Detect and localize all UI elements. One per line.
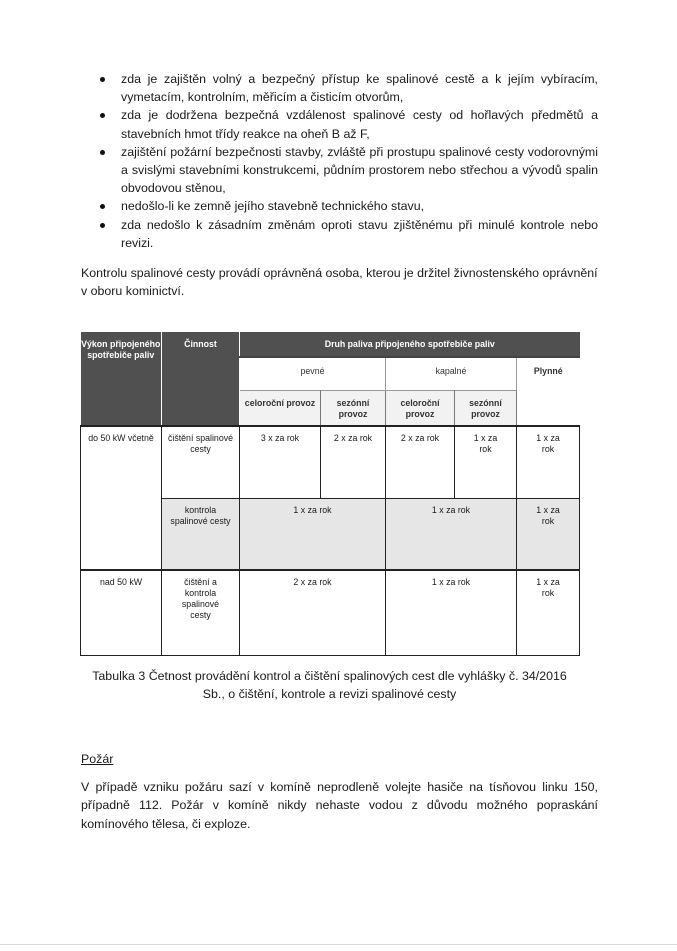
section-heading: Požár <box>81 752 114 766</box>
page-divider <box>0 944 677 945</box>
row2-cell: 1 x za rok <box>517 498 580 570</box>
row2-cell: 1 x za rok <box>386 498 517 570</box>
row1-cell: 2 x za rok <box>321 426 386 498</box>
list-item: zajištění požární bezpečnosti stavby, zvláště při prostupu spalinové cesty vodorovnými a svislými stavebními konstrukcemi, půdním prostorem nebo střechou a vývodů spalin obvodovou stěnou, <box>96 143 598 198</box>
header-celorocni-pevne: celoroční provoz <box>240 390 321 426</box>
row2-cell: 1 x za rok <box>240 498 386 570</box>
header-kapalne: kapalné <box>386 357 517 390</box>
paragraph-fire: V případě vzniku požáru sazí v komíně neprodleně volejte hasiče na tísňovou linku 150, případně 112. Požár v komíně nikdy nehaste vodou z důvodu možného popraskání komínového tělesa, či exploze. <box>81 780 598 831</box>
header-sezonni-kapalne: sezónní provoz <box>455 390 517 426</box>
bullet-icon <box>100 150 105 155</box>
frequency-table <box>80 332 580 656</box>
list-item: nedošlo-li ke zemně jejího stavebně technického stavu, <box>96 197 598 215</box>
row3-cinnost: čištění a kontrola spalinové cesty <box>162 570 240 655</box>
bullet-icon <box>100 113 105 118</box>
header-pevne: pevné <box>240 357 386 390</box>
row3-cell: 1 x za rok <box>386 570 517 655</box>
header-celorocni-kapalne: celoroční provoz <box>386 390 455 426</box>
bullet-icon <box>100 77 105 82</box>
header-vykon: Výkon připojeného spotřebiče paliv <box>81 332 162 426</box>
row3-vykon: nad 50 kW <box>81 570 162 655</box>
row1-cell: 1 x za rok <box>517 426 580 498</box>
header-plynne: Plynné <box>517 357 580 426</box>
list-item: zda je zajištěn volný a bezpečný přístup ke spalinové cestě a k jejím vybíracím, vymetacím, kontrolním, měřicím a čisticím otvorům, <box>96 70 598 106</box>
bullet-icon <box>100 223 105 228</box>
row3-cell: 1 x za rok <box>517 570 580 655</box>
bullet-icon <box>100 204 105 209</box>
row1-cell: 3 x za rok <box>240 426 321 498</box>
row1-cell: 2 x za rok <box>386 426 455 498</box>
row1-cinnost: čištění spalinové cesty <box>162 426 240 498</box>
bullet-list <box>96 70 598 252</box>
row2-cinnost: kontrola spalinové cesty <box>162 498 240 570</box>
row3-cell: 2 x za rok <box>240 570 386 655</box>
table-caption: Tabulka 3 Četnost provádění kontrol a čištění spalinových cest dle vyhlášky č. 34/2016 Sb., o čištění, kontrole a revizi spalinové cesty <box>92 669 567 701</box>
row1-cell: 1 x za rok <box>455 426 517 498</box>
paragraph-chimney-inspection: Kontrolu spalinové cesty provádí oprávněná osoba, kterou je držitel živnostenského oprávnění v oboru kominictví. <box>81 266 598 299</box>
header-sezonni-pevne: sezónní provoz <box>321 390 386 426</box>
list-item: zda je dodržena bezpečná vzdálenost spalinové cesty od hořlavých předmětů a stavebních hmot třídy reakce na oheň B až F, <box>96 106 598 142</box>
row1-vykon: do 50 kW včetně <box>81 426 162 570</box>
header-druh-paliva: Druh paliva připojeného spotřebiče paliv <box>240 332 580 357</box>
list-item: zda nedošlo k zásadním změnám oproti stavu zjištěnému při minulé kontrole nebo revizi. <box>96 216 598 252</box>
header-cinnost: Činnost <box>162 332 240 426</box>
